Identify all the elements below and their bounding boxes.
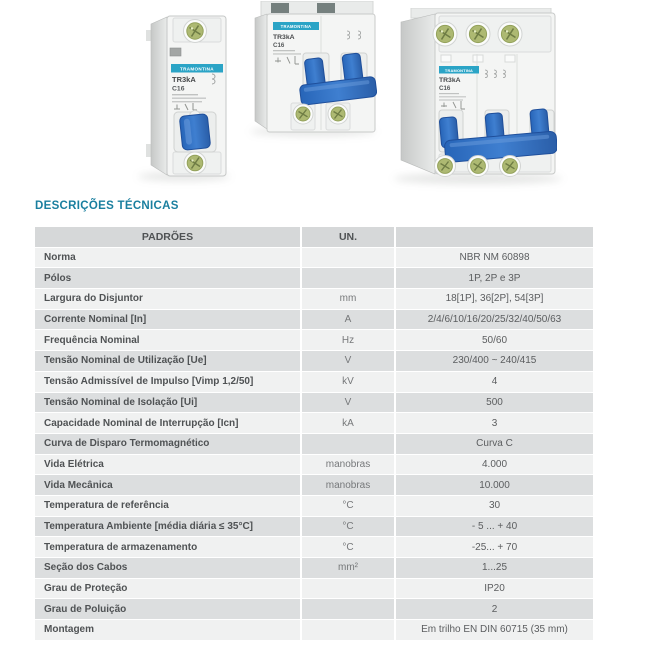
screw-icon [433, 22, 457, 46]
brand-band [439, 66, 479, 74]
spec-unit: kV [300, 372, 394, 393]
spec-label: Temperatura Ambiente [média diária ≤ 35°C] [35, 517, 300, 538]
model-label: TR3kA [172, 75, 196, 84]
spec-unit: manobras [300, 455, 394, 476]
screw-icon [498, 22, 522, 46]
spec-value: 1P, 2P e 3P [394, 268, 593, 289]
spec-unit: °C [300, 496, 394, 517]
spec-unit [300, 599, 394, 620]
spec-value: 2 [394, 599, 593, 620]
spec-unit [300, 579, 394, 600]
rating-label: C16 [273, 42, 285, 49]
spec-value: Em trilho EN DIN 60715 (35 mm) [394, 620, 593, 641]
spec-unit: Hz [300, 330, 394, 351]
spec-value: - 5 ... + 40 [394, 517, 593, 538]
screw-icon [500, 156, 521, 177]
col-header-un: UN. [300, 227, 394, 248]
spec-label: Grau de Proteção [35, 579, 300, 600]
spec-value: Curva C [394, 434, 593, 455]
brand-label: TRAMONTINA [180, 66, 214, 72]
spec-row [35, 310, 593, 331]
spec-label: Norma [35, 248, 300, 269]
spec-value: -25... + 70 [394, 537, 593, 558]
terminal-slot [317, 3, 335, 13]
toggle [174, 111, 216, 153]
breaker-1p-image [143, 14, 227, 178]
screw-icon [293, 104, 313, 124]
brand-label: TRAMONTINA [280, 24, 312, 30]
spec-value: 10.000 [394, 475, 593, 496]
spec-row [35, 372, 593, 393]
section-title: DESCRIÇÕES TÉCNICAS [35, 200, 179, 212]
spec-label: Temperatura de referência [35, 496, 300, 517]
brand-label: TRAMONTINA [444, 67, 474, 73]
spec-label: Vida Mecânica [35, 475, 300, 496]
spec-unit: mm [300, 289, 394, 310]
spec-value: 4.000 [394, 455, 593, 476]
spec-label: Corrente Nominal [In] [35, 310, 300, 331]
breaker-2p-image [251, 1, 377, 134]
screw-icon [328, 104, 348, 124]
screw-icon [184, 152, 206, 174]
spec-value: 50/60 [394, 330, 593, 351]
spec-unit [300, 268, 394, 289]
spec-label: Tensão Nominal de Utilização [Ue] [35, 351, 300, 372]
spec-value: NBR NM 60898 [394, 248, 593, 269]
rating-label: C16 [439, 85, 451, 92]
spec-value: 18[1P], 36[2P], 54[3P] [394, 289, 593, 310]
spec-row [35, 248, 593, 269]
spec-unit [300, 620, 394, 641]
screw-icon [435, 156, 456, 177]
spec-row [35, 455, 593, 476]
spec-unit: V [300, 351, 394, 372]
model-label: TR3kA [439, 77, 461, 84]
spec-unit: kA [300, 413, 394, 434]
spec-table-header-row [35, 227, 593, 248]
rating-label: C16 [172, 85, 185, 93]
col-header-padroes: PADRÕES [35, 227, 300, 248]
spec-label: Grau de Poluição [35, 599, 300, 620]
spec-row [35, 268, 593, 289]
spec-row [35, 351, 593, 372]
spec-row [35, 517, 593, 538]
spec-unit: V [300, 393, 394, 414]
spec-value: 2/4/6/10/16/20/25/32/40/50/63 [394, 310, 593, 331]
spec-label: Montagem [35, 620, 300, 641]
spec-label: Pólos [35, 268, 300, 289]
spec-unit: A [300, 310, 394, 331]
model-label: TR3kA [273, 34, 295, 41]
terminal-slot [505, 55, 515, 62]
terminal-slot [473, 55, 483, 62]
spec-row [35, 413, 593, 434]
spec-label: Temperatura de armazenamento [35, 537, 300, 558]
spec-label: Frequência Nominal [35, 330, 300, 351]
spec-unit: °C [300, 517, 394, 538]
spec-unit: °C [300, 537, 394, 558]
spec-row [35, 289, 593, 310]
spec-value: 230/400 ~ 240/415 [394, 351, 593, 372]
spec-label: Capacidade Nominal de Interrupção [Icn] [35, 413, 300, 434]
spec-value: 3 [394, 413, 593, 434]
spec-row [35, 330, 593, 351]
spec-unit: mm² [300, 558, 394, 579]
spec-value: 4 [394, 372, 593, 393]
spec-row [35, 475, 593, 496]
spec-row [35, 537, 593, 558]
spec-row [35, 434, 593, 455]
spec-unit [300, 248, 394, 269]
brand-band [171, 64, 223, 73]
spec-row [35, 599, 593, 620]
terminal-slot [441, 55, 451, 62]
spec-unit [300, 434, 394, 455]
brand-band [273, 22, 319, 30]
screw-icon [466, 22, 490, 46]
spec-label: Tensão Admissível de Impulso [Vimp 1,2/50] [35, 372, 300, 393]
spec-unit: manobras [300, 475, 394, 496]
spec-row [35, 558, 593, 579]
col-header-values [394, 227, 593, 248]
spec-table-body [35, 248, 593, 641]
terminal-slot [170, 48, 181, 56]
spec-value: 500 [394, 393, 593, 414]
spec-value: 1...25 [394, 558, 593, 579]
screw-icon [184, 20, 207, 43]
spec-table [35, 227, 593, 641]
spec-row [35, 393, 593, 414]
spec-label: Vida Elétrica [35, 455, 300, 476]
spec-value: IP20 [394, 579, 593, 600]
spec-row [35, 620, 593, 641]
spec-row [35, 496, 593, 517]
spec-label: Curva de Disparo Termomagnético [35, 434, 300, 455]
spec-row [35, 579, 593, 600]
spec-label: Largura do Disjuntor [35, 289, 300, 310]
spec-label: Seção dos Cabos [35, 558, 300, 579]
toggle [439, 108, 557, 163]
spec-label: Tensão Nominal de Isolação [Ui] [35, 393, 300, 414]
breaker-3p-image [397, 8, 557, 180]
spec-value: 30 [394, 496, 593, 517]
terminal-slot [271, 3, 289, 13]
screw-icon [468, 156, 489, 177]
